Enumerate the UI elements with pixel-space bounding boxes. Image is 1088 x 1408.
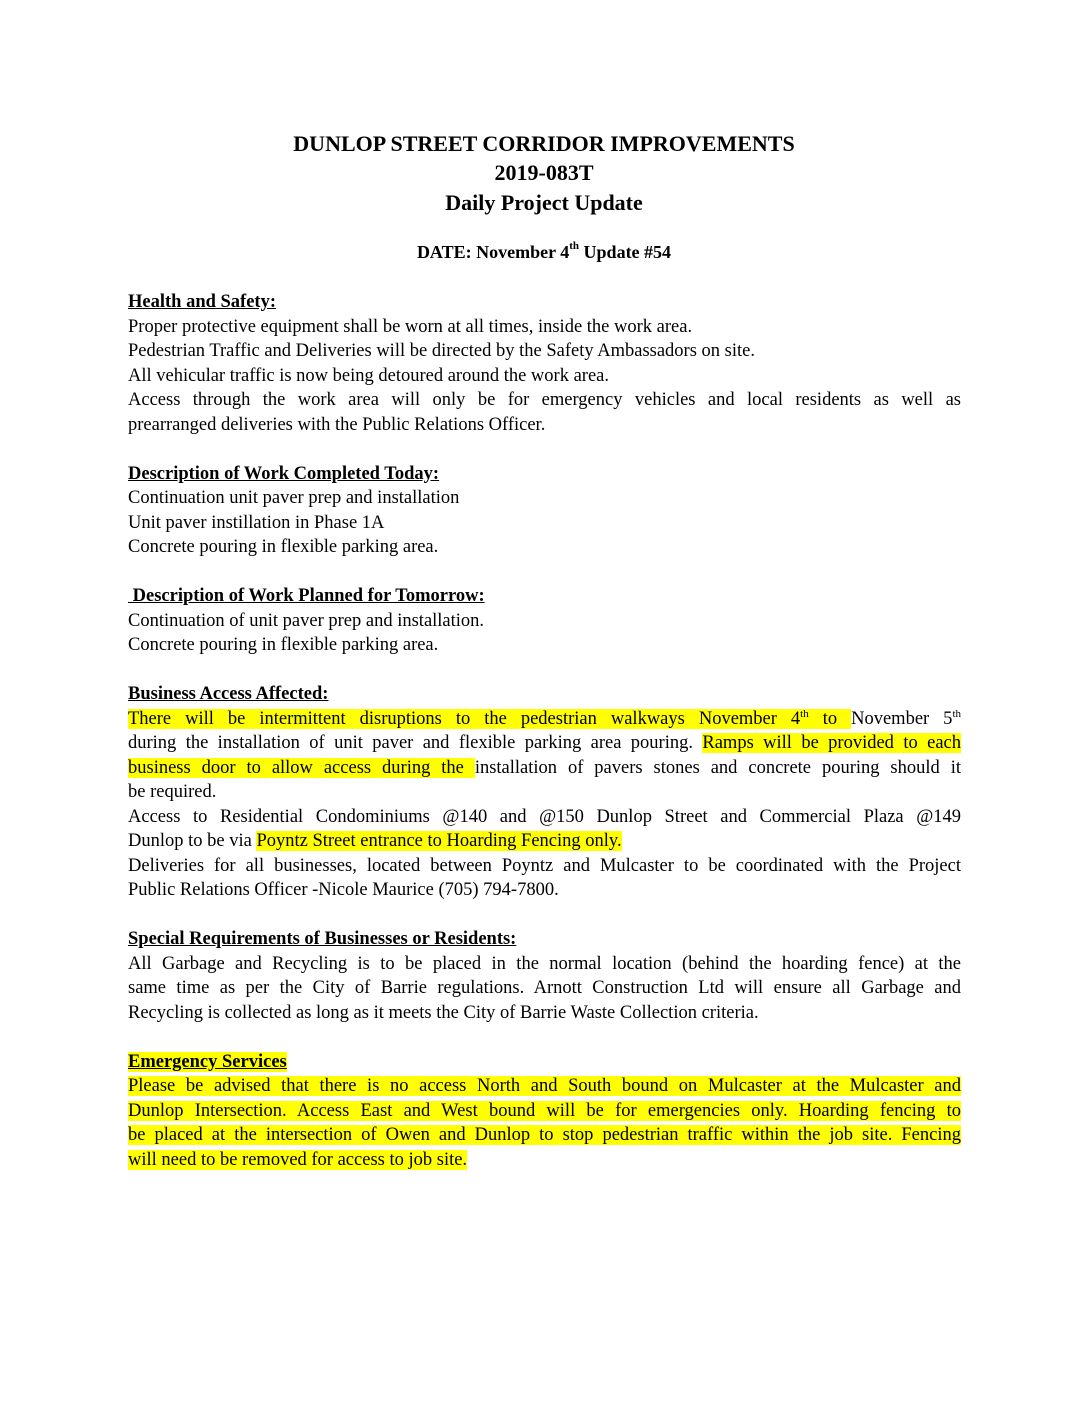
health-safety-line: Proper protective equipment shall be worn at all times, inside the work area. <box>128 316 693 337</box>
health-safety-line: All vehicular traffic is now being detoured around the work area. <box>128 365 609 386</box>
highlighted-text: Ramps will be provided to each <box>702 733 961 753</box>
business-access-heading: Business Access Affected: <box>128 684 329 704</box>
business-access-line: during the installation of unit paver and flexible parking area pouring. Ramps will be provided to each <box>128 733 961 753</box>
update-number: Update #54 <box>579 242 672 262</box>
work-planned-heading: Description of Work Planned for Tomorrow: <box>128 586 485 606</box>
health-safety-line: Access through the work area will only be for emergency vehicles and local residents as well as <box>128 390 961 410</box>
highlighted-text: Poyntz Street entrance to Hoarding Fencing only. <box>256 831 622 851</box>
health-safety-heading: Health and Safety: <box>128 292 276 312</box>
work-planned-line: Continuation of unit paver prep and installation. <box>128 610 485 631</box>
work-completed-line: Concrete pouring in flexible parking area. <box>128 537 439 557</box>
special-requirements-heading: Special Requirements of Businesses or Residents: <box>128 929 517 949</box>
emergency-line: Please be advised that there is no access North and South bound on Mulcaster at the Mulcaster and <box>128 1076 961 1096</box>
business-access-line: Public Relations Officer -Nicole Maurice (705) 794-7800. <box>128 880 559 900</box>
business-access-line: Deliveries for all businesses, located between Poyntz and Mulcaster to be coordinated with the Project <box>128 855 961 876</box>
document-body <box>128 290 961 1172</box>
date-label: DATE: November 4 <box>416 242 570 262</box>
document-title: DUNLOP STREET CORRIDOR IMPROVEMENTS <box>293 131 795 156</box>
health-safety-line: Pedestrian Traffic and Deliveries will be directed by the Safety Ambassadors on site. <box>128 341 755 361</box>
business-access-line: There will be intermittent disruptions to the pedestrian walkways November 4th to November 5th <box>128 707 961 729</box>
emergency-line: Dunlop Intersection. Access East and West bound will be for emergencies only. Hoarding fencing to <box>128 1100 961 1121</box>
work-completed-line: Continuation unit paver prep and installation <box>128 488 460 508</box>
business-access-line: be required. <box>128 782 217 802</box>
highlighted-text: business door to allow access during the <box>128 757 475 778</box>
date-suffix: th <box>569 240 580 252</box>
business-access-line: business door to allow access during the installation of pavers stones and concrete pouring should it <box>128 757 961 778</box>
emergency-line: be placed at the intersection of Owen and Dunlop to stop pedestrian traffic within the job site. Fencing <box>128 1125 961 1145</box>
work-completed-heading: Description of Work Completed Today: <box>128 463 440 484</box>
work-completed-line: Unit paver instillation in Phase 1A <box>128 512 385 533</box>
highlighted-text: There will be intermittent disruptions to the pedestrian walkways November 4th to <box>128 707 852 729</box>
health-safety-line: prearranged deliveries with the Public Relations Officer. <box>128 414 546 435</box>
work-planned-line: Concrete pouring in flexible parking area. <box>128 635 439 655</box>
special-requirements-line: All Garbage and Recycling is to be placed in the normal location (behind the hoarding fence) at the <box>128 953 961 974</box>
special-requirements-line: Recycling is collected as long as it meets the City of Barrie Waste Collection criteria. <box>128 1002 759 1023</box>
project-number: 2019-083T <box>494 160 594 185</box>
document-subtitle: Daily Project Update <box>445 190 643 215</box>
business-access-line: Dunlop to be via Poyntz Street entrance to Hoarding Fencing only. <box>128 831 622 851</box>
date-line <box>0 239 1088 265</box>
emergency-line: will need to be removed for access to job site. <box>128 1149 468 1170</box>
business-access-line: Access to Residential Condominiums @140 and @150 Dunlop Street and Commercial Plaza @149 <box>128 806 961 827</box>
emergency-heading: Emergency Services <box>128 1051 287 1072</box>
special-requirements-line: same time as per the City of Barrie regulations. Arnott Construction Ltd will ensure all Garbage and <box>128 978 961 998</box>
